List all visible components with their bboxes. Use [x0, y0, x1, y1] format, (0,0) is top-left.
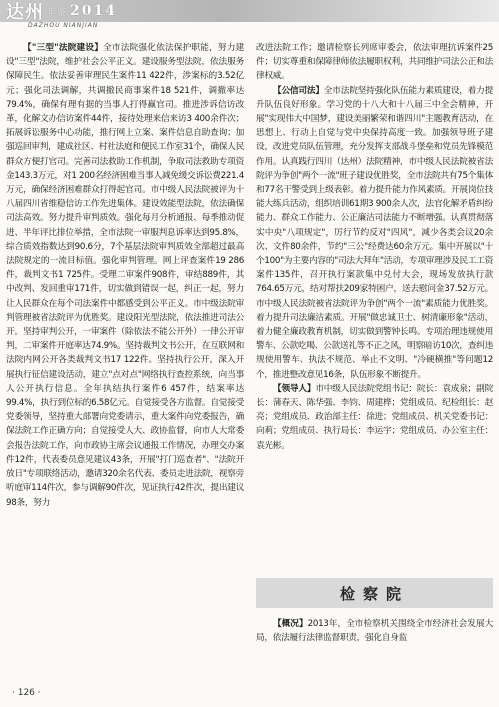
paragraph-text: 2013年，全市检察机关围绕全市经济社会发展大局，依法履行法律监督职责，强化自身监 — [256, 619, 493, 644]
paragraph-text: 全市法院强化依法保护职能，努力建设"三型"法院，维护社会公平正义。建设服务型法院，依法服务保障民生。依法妥善审理民生案件11 422件，涉案标的3.52亿元；强化司法调解，共调撤民商事案件18 521件，调撤率达79.4%，确保有理有据的当事人打得赢官司。推进涉诉信访改革，化解文办信访案件44件，接待处理来信来访3 400余件次；拓展诉讼服务中心功能，推行网上立案、案件信息自助查询；加强巡回审判，建成社区、村社法庭和便民工作室31个，确保人民群众方便打官司。完善司法救助工作机制，争取司法救助专项资金143.3万元，对1 200名经济困难当事人减免缓交诉讼费221.4万元，确保经济困难群众打得起官司。市中级人民法院被评为十八届四川省维稳信访工作先进集体。建设效能型法院，依法确保司法高效。努力提升审判质效。强化每月分析通报、每季推动促进、半年评比排位举措，全市法院一审服判息诉率达到95.8%，综合质效指数达到90.6分，7个基层法院审判质效全部超过最高法院规定的一流目标值。强化审判管理。网上评查案件19 286件，裁判文书1 725件。受理二审案件908件，审结889件，其中改判、发回重审171件，切实做到错误一起，纠正一起，努力让人民群众在每个司法案件中都感受到公平正义。市中级法院审判管理被省法院评为优胜奖。建设阳光型法院，依法推进司法公开。坚持审判公开，一审案件（除依法不能公开外）一律公开审判，二审案件开庭率达74.9%。坚持裁判文书公开，在互联网和法院内网公开各类裁判文书17 122件。坚持执行公开，深入开展执行征信建设活动，建立"点对点"网络执行查控系统，向当事人公开执行信息。全年执结执行案件6 457件，结案率达99.4%，执行到位标的6.58亿元。自觉接受各方监督。自觉接受党委领导，坚持重大部署向党委请示，重大案件向党委报告，确保法院工作正确方向；自觉接受人大、政协监督，向市人大常委会报告法院工作，向市政协主席会议通报工作情况，办理交办案件12件，代表委员意见建议43条，开展"打门巡查者"、"法院开放日"专项联络活动，邀请320余名代表、委员走进法院，视察旁听庭审114件次，参与调解90件次，见证执行42件次，提出建议98条，努力 — [6, 43, 244, 508]
left-column — [6, 41, 244, 510]
paragraph-heading: 【领导人】 — [273, 383, 316, 394]
right-column-bottom — [256, 617, 493, 645]
header-title-small: 年鉴 — [47, 7, 68, 18]
header-title-main: 达州 — [6, 2, 44, 23]
paragraph-overview — [256, 617, 493, 645]
page-header — [0, 0, 499, 36]
paragraph-heading: 【公信司法】 — [273, 85, 324, 96]
paragraph-continuation: 改进法院工作；邀请检察长列席审委会，依法审理抗诉案件25件；切实尊重和保障律师依法履职权利，共同维护司法公正和法律权威。 — [256, 43, 493, 82]
paragraph-heading: 【概况】 — [273, 619, 308, 629]
page-number: · 126 · — [12, 688, 41, 698]
paragraph-sanxing-court — [6, 41, 244, 510]
section-banner-procuratorate — [256, 578, 493, 608]
header-subtitle: DAZHOU NIANJIAN — [28, 22, 99, 29]
paragraph-gongxin-sifa — [256, 84, 493, 382]
paragraph-heading: 【"三型"法院建设】 — [23, 43, 104, 53]
header-year: 2014 — [70, 3, 117, 19]
paragraph-leaders — [256, 382, 493, 453]
paragraph-text: 市中级人民法院党组书记：院长：袁成泉；副院长：蒲春天、陈华强、李钧、周建桦；党组成员、纪检组长：赵亮；党组成员、政治部主任：徐进；党组成员、机关党委书记：向莉；党组成员、执行局长：李运宇；党组成员、办公室主任：袁光彬。 — [256, 383, 493, 451]
header-title — [6, 0, 117, 22]
paragraph-text: 全市法院坚持强化队伍能力素质建设，着力提升队伍良好形象。学习党的十八大和十八届三中全会精神，开展"实现伟大中国梦，建设美丽繁荣和谐四川"主题教育活动，在思想上、行动上自觉与党中央保持高度一致。加强领导班子建设，改进党员队伍管理，充分发挥支部战斗堡垒和党员先锋模范作用。认真践行四川（达州）法院精神，市中级人民法院被省法院评为争创"两个一流"班子建设优胜奖，全市法院共有75个集体和77名干警受到上级表彰。着力提升能力作风素质。开展岗位技能大练兵活动，组织培训61期3 900余人次，法官化解矛盾纠纷能力、群众工作能力、公正廉洁司法能力不断增强。认真贯彻落实中央"八项规定"，厉行节约反对"四风"，减少各类会议20余次、文件80余件，节约"三公"经费达60余万元。集中开展以"十个100"为主要内容的"司法大拜年"活动，专项审理涉及民工工资案件135件，召开执行案款集中兑付大会，现场发放执行款764.65万元，结对帮扶209家特困户，送去慰问金37.52万元。市中级人民法院被省法院评为争创"两个一流"素质能力优胜奖。着力提升司法廉洁素质。开展"做忠诚卫士、树清廉形象"活动，着力健全廉政教育机制，切实做到警钟长鸣。专项治理违规使用警车、公款吃喝、公款送礼等不正之风，明察暗访10次，查纠违规使用警车、执法不规范、举止不文明、"冷硬横推"等问题12个，推进整改意见16条，队伍形象不断提升。 — [256, 85, 493, 380]
section-banner-title: 检察院 — [339, 584, 409, 603]
right-column — [256, 41, 493, 453]
